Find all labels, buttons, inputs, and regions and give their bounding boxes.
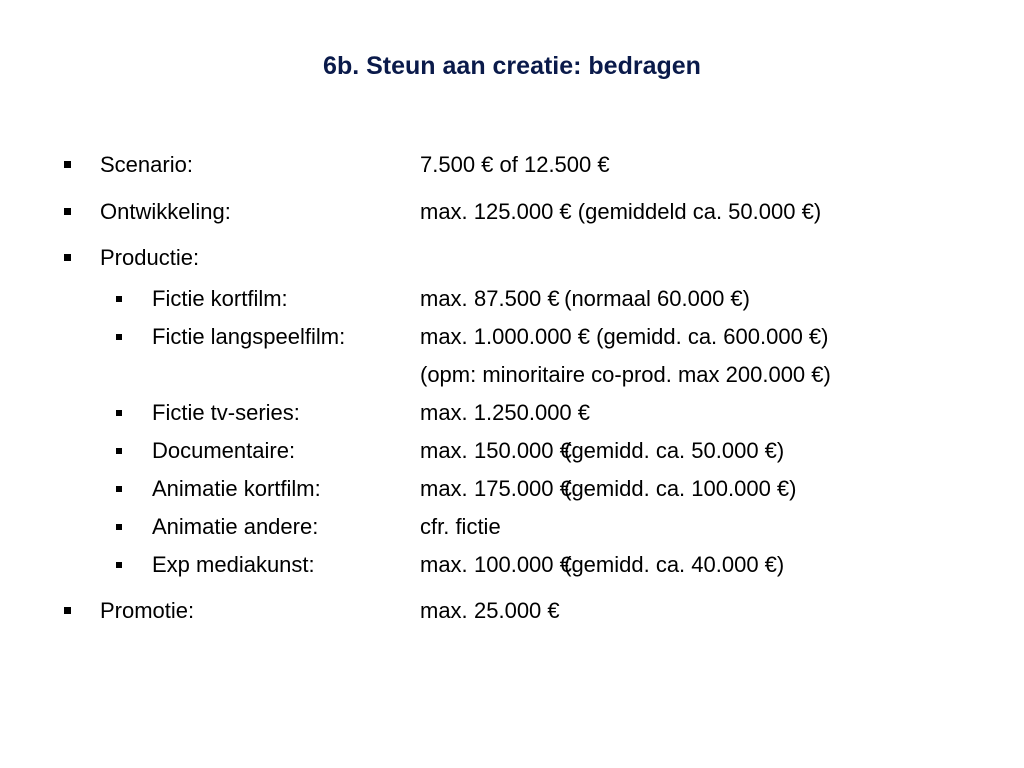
item-note: (opm: minoritaire co-prod. max 200.000 €) <box>420 362 831 387</box>
value-note: (gemidd. ca. 40.000 €) <box>558 552 785 577</box>
item-value <box>420 437 784 465</box>
square-bullet-icon <box>116 448 122 454</box>
value-prefix: max. <box>420 286 468 311</box>
square-bullet-icon <box>116 486 122 492</box>
square-bullet-icon <box>64 208 71 215</box>
item-value: max. 1.250.000 € <box>420 400 591 425</box>
item-label: Animatie kortfilm: <box>152 476 321 501</box>
item-label: Scenario: <box>100 152 193 177</box>
value-amount: 87.500 € <box>474 286 560 311</box>
value-note: (normaal 60.000 €) <box>558 286 750 311</box>
value-amount: 175.000 € <box>474 476 572 501</box>
item-label: Exp mediakunst: <box>152 552 315 577</box>
square-bullet-icon <box>64 161 71 168</box>
value-prefix: max. <box>420 476 468 501</box>
value-prefix: max. <box>420 438 468 463</box>
item-label: Fictie kortfilm: <box>152 286 288 311</box>
value-amount: 100.000 € <box>474 552 572 577</box>
square-bullet-icon <box>116 562 122 568</box>
item-value <box>420 475 796 503</box>
item-label: Fictie tv-series: <box>152 400 300 425</box>
square-bullet-icon <box>116 410 122 416</box>
item-value <box>420 597 560 625</box>
item-label: Fictie langspeelfilm: <box>152 324 346 349</box>
item-value: max. 1.000.000 € (gemidd. ca. 600.000 €) <box>420 324 829 349</box>
square-bullet-icon <box>64 607 71 614</box>
value-note: (gemidd. ca. 50.000 €) <box>558 438 785 463</box>
item-value: cfr. fictie <box>420 514 501 539</box>
value-prefix: max. <box>420 552 468 577</box>
value-amount: 25.000 € <box>474 598 560 623</box>
square-bullet-icon <box>64 254 71 261</box>
item-value: 7.500 € of 12.500 € <box>420 152 610 177</box>
square-bullet-icon <box>116 296 122 302</box>
item-value: max. 125.000 € (gemiddeld ca. 50.000 €) <box>420 199 822 224</box>
value-note: (gemidd. ca. 100.000 €) <box>558 476 797 501</box>
value-prefix: max. <box>420 598 468 623</box>
item-label: Animatie andere: <box>152 514 319 539</box>
item-label: Productie: <box>100 245 200 270</box>
item-value <box>420 285 750 313</box>
item-label: Documentaire: <box>152 438 296 463</box>
item-value <box>420 551 784 579</box>
item-label: Ontwikkeling: <box>100 199 231 224</box>
value-amount: 150.000 € <box>474 438 572 463</box>
square-bullet-icon <box>116 524 122 530</box>
slide-title: 6b. Steun aan creatie: bedragen <box>323 52 701 80</box>
item-label: Promotie: <box>100 598 195 623</box>
square-bullet-icon <box>116 334 122 340</box>
